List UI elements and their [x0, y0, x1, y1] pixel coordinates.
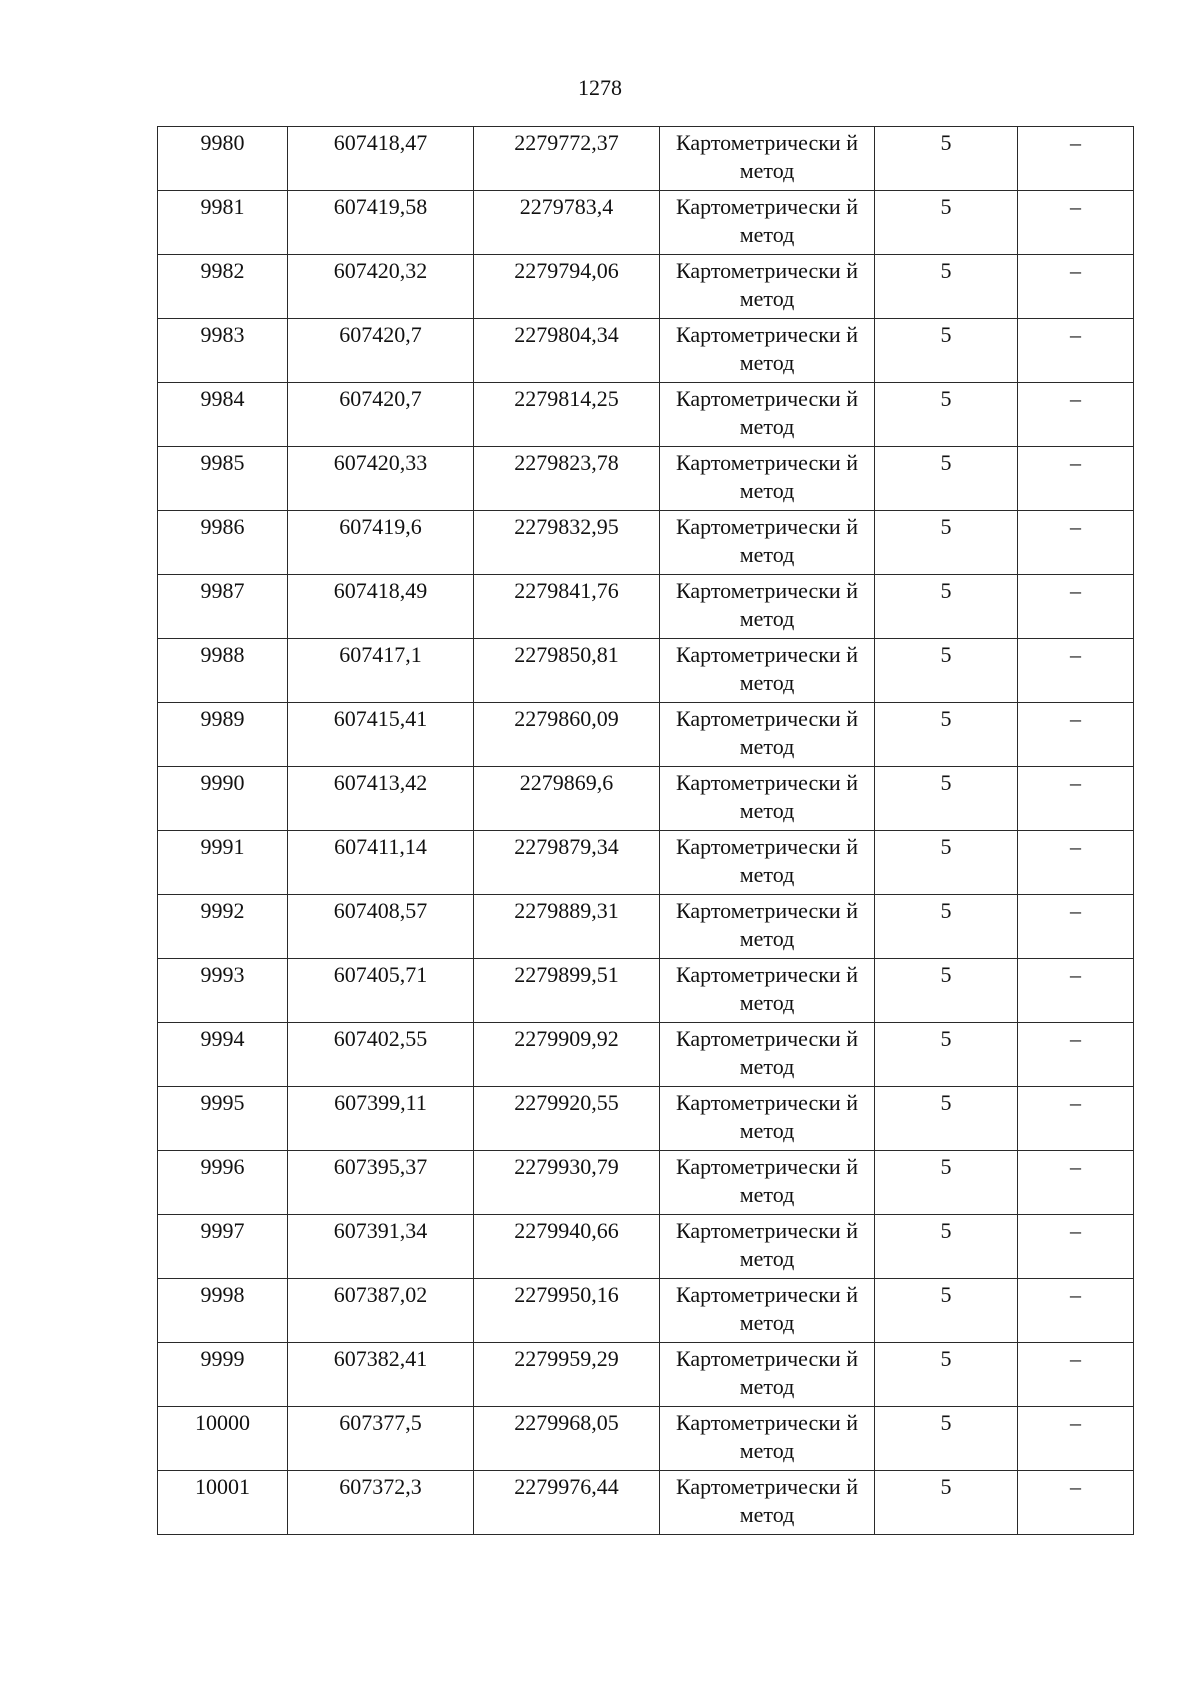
note-cell: [1018, 255, 1134, 319]
coordinate-x-cell-text: 607417,1: [339, 642, 422, 667]
note-cell-text: –: [1070, 962, 1081, 987]
note-cell: [1018, 319, 1134, 383]
coordinate-y-cell: [474, 895, 660, 959]
method-cell-text: Картометрически й метод: [676, 834, 858, 887]
point-number-cell-text: 9983: [200, 322, 245, 347]
method-cell-text: Картометрически й метод: [676, 706, 858, 759]
accuracy-cell-text: 5: [940, 706, 952, 731]
point-number-cell: [158, 831, 288, 895]
accuracy-cell-text: 5: [940, 450, 952, 475]
table-row: [158, 639, 1134, 703]
method-cell-text: Картометрически й метод: [676, 898, 858, 951]
coordinate-y-cell: [474, 1151, 660, 1215]
point-number-cell: [158, 1343, 288, 1407]
method-cell: [660, 1215, 875, 1279]
coordinate-x-cell: [288, 959, 474, 1023]
point-number-cell: [158, 1151, 288, 1215]
coordinate-y-cell: [474, 511, 660, 575]
point-number-cell-text: 9999: [200, 1346, 245, 1371]
coordinate-y-cell: [474, 191, 660, 255]
note-cell-text: –: [1070, 514, 1081, 539]
coordinate-y-cell: [474, 959, 660, 1023]
method-cell-text: Картометрически й метод: [676, 450, 858, 503]
note-cell-text: –: [1070, 1090, 1081, 1115]
coordinates-table: [157, 126, 1134, 1535]
accuracy-cell: [875, 319, 1018, 383]
point-number-cell-text: 9982: [200, 258, 245, 283]
method-cell: [660, 1471, 875, 1535]
accuracy-cell-text: 5: [940, 194, 952, 219]
method-cell-text: Картометрически й метод: [676, 514, 858, 567]
coordinate-x-cell: [288, 1215, 474, 1279]
coordinate-x-cell: [288, 1343, 474, 1407]
method-cell: [660, 1343, 875, 1407]
coordinate-y-cell-text: 2279814,25: [514, 386, 619, 411]
accuracy-cell-text: 5: [940, 1474, 952, 1499]
method-cell: [660, 1023, 875, 1087]
table-row: [158, 703, 1134, 767]
accuracy-cell: [875, 1279, 1018, 1343]
table-row: [158, 959, 1134, 1023]
coordinate-y-cell-text: 2279959,29: [514, 1346, 619, 1371]
coordinate-y-cell: [474, 639, 660, 703]
point-number-cell-text: 9996: [200, 1154, 245, 1179]
table-row: [158, 1343, 1134, 1407]
accuracy-cell-text: 5: [940, 386, 952, 411]
point-number-cell-text: 9988: [200, 642, 245, 667]
coordinate-y-cell-text: 2279869,6: [519, 770, 614, 795]
coordinate-y-cell-text: 2279832,95: [514, 514, 619, 539]
coordinate-x-cell: [288, 575, 474, 639]
coordinate-x-cell: [288, 1471, 474, 1535]
method-cell: [660, 191, 875, 255]
accuracy-cell: [875, 383, 1018, 447]
table-row: [158, 1279, 1134, 1343]
note-cell: [1018, 191, 1134, 255]
note-cell: [1018, 1343, 1134, 1407]
coordinate-x-cell-text: 607419,58: [333, 194, 428, 219]
coordinate-y-cell: [474, 831, 660, 895]
coordinate-y-cell: [474, 447, 660, 511]
table-row: [158, 319, 1134, 383]
method-cell-text: Картометрически й метод: [676, 1026, 858, 1079]
method-cell: [660, 639, 875, 703]
coordinate-y-cell: [474, 575, 660, 639]
note-cell-text: –: [1070, 1474, 1081, 1499]
coordinate-x-cell: [288, 1023, 474, 1087]
method-cell-text: Картометрически й метод: [676, 578, 858, 631]
coordinate-x-cell-text: 607420,32: [333, 258, 428, 283]
method-cell: [660, 831, 875, 895]
coordinate-y-cell-text: 2279950,16: [514, 1282, 619, 1307]
coordinate-y-cell: [474, 1279, 660, 1343]
accuracy-cell: [875, 127, 1018, 191]
coordinate-y-cell: [474, 383, 660, 447]
coordinate-y-cell-text: 2279772,37: [514, 130, 619, 155]
point-number-cell: [158, 575, 288, 639]
coordinate-x-cell: [288, 1151, 474, 1215]
table-row: [158, 511, 1134, 575]
table-row: [158, 1471, 1134, 1535]
point-number-cell: [158, 319, 288, 383]
point-number-cell-text: 10000: [195, 1410, 250, 1435]
accuracy-cell: [875, 447, 1018, 511]
coordinate-y-cell-text: 2279823,78: [514, 450, 619, 475]
coordinate-x-cell-text: 607413,42: [333, 770, 428, 795]
note-cell: [1018, 703, 1134, 767]
point-number-cell-text: 9980: [200, 130, 245, 155]
accuracy-cell: [875, 511, 1018, 575]
point-number-cell: [158, 447, 288, 511]
method-cell: [660, 703, 875, 767]
page-number: 1278: [578, 75, 622, 100]
coordinate-x-cell-text: 607377,5: [339, 1410, 422, 1435]
note-cell: [1018, 1407, 1134, 1471]
point-number-cell: [158, 255, 288, 319]
table-row: [158, 1023, 1134, 1087]
method-cell: [660, 767, 875, 831]
note-cell-text: –: [1070, 1026, 1081, 1051]
table-row: [158, 1215, 1134, 1279]
method-cell: [660, 959, 875, 1023]
accuracy-cell: [875, 575, 1018, 639]
point-number-cell: [158, 1215, 288, 1279]
accuracy-cell-text: 5: [940, 1218, 952, 1243]
method-cell-text: Картометрически й метод: [676, 386, 858, 439]
coordinate-x-cell-text: 607399,11: [334, 1090, 427, 1115]
coordinate-x-cell-text: 607420,33: [333, 450, 428, 475]
coordinate-x-cell: [288, 191, 474, 255]
accuracy-cell: [875, 1215, 1018, 1279]
table-row: [158, 127, 1134, 191]
accuracy-cell-text: 5: [940, 1090, 952, 1115]
coordinate-x-cell-text: 607372,3: [339, 1474, 422, 1499]
point-number-cell-text: 9984: [200, 386, 245, 411]
point-number-cell: [158, 1407, 288, 1471]
note-cell-text: –: [1070, 578, 1081, 603]
table-row: [158, 1087, 1134, 1151]
accuracy-cell-text: 5: [940, 130, 952, 155]
accuracy-cell: [875, 255, 1018, 319]
method-cell: [660, 1087, 875, 1151]
accuracy-cell-text: 5: [940, 770, 952, 795]
note-cell-text: –: [1070, 642, 1081, 667]
method-cell: [660, 575, 875, 639]
coordinate-x-cell: [288, 703, 474, 767]
method-cell-text: Картометрически й метод: [676, 1282, 858, 1335]
coordinate-x-cell: [288, 511, 474, 575]
coordinate-y-cell-text: 2279976,44: [514, 1474, 619, 1499]
note-cell-text: –: [1070, 258, 1081, 283]
point-number-cell-text: 9989: [200, 706, 245, 731]
accuracy-cell: [875, 1023, 1018, 1087]
accuracy-cell-text: 5: [940, 578, 952, 603]
point-number-cell-text: 9987: [200, 578, 245, 603]
coordinate-y-cell: [474, 127, 660, 191]
coordinate-x-cell: [288, 1279, 474, 1343]
point-number-cell: [158, 127, 288, 191]
point-number-cell-text: 9995: [200, 1090, 245, 1115]
coordinate-x-cell: [288, 767, 474, 831]
coordinate-y-cell-text: 2279920,55: [514, 1090, 619, 1115]
coordinate-x-cell-text: 607382,41: [333, 1346, 428, 1371]
note-cell-text: –: [1070, 706, 1081, 731]
accuracy-cell-text: 5: [940, 1410, 952, 1435]
point-number-cell-text: 9981: [200, 194, 245, 219]
point-number-cell-text: 9986: [200, 514, 245, 539]
method-cell-text: Картометрически й метод: [676, 130, 858, 183]
accuracy-cell: [875, 1151, 1018, 1215]
method-cell: [660, 319, 875, 383]
note-cell-text: –: [1070, 1410, 1081, 1435]
note-cell: [1018, 959, 1134, 1023]
table-row: [158, 767, 1134, 831]
method-cell: [660, 1279, 875, 1343]
coordinate-x-cell: [288, 831, 474, 895]
note-cell-text: –: [1070, 450, 1081, 475]
point-number-cell: [158, 511, 288, 575]
point-number-cell: [158, 959, 288, 1023]
coordinate-x-cell-text: 607408,57: [333, 898, 428, 923]
point-number-cell: [158, 1279, 288, 1343]
accuracy-cell: [875, 895, 1018, 959]
accuracy-cell-text: 5: [940, 834, 952, 859]
method-cell: [660, 1407, 875, 1471]
note-cell: [1018, 831, 1134, 895]
coordinates-table-body: [158, 127, 1134, 1535]
note-cell-text: –: [1070, 898, 1081, 923]
point-number-cell-text: 10001: [195, 1474, 250, 1499]
point-number-cell: [158, 639, 288, 703]
coordinate-y-cell: [474, 319, 660, 383]
point-number-cell: [158, 1023, 288, 1087]
method-cell: [660, 1151, 875, 1215]
coordinate-x-cell-text: 607402,55: [333, 1026, 428, 1051]
coordinate-x-cell-text: 607411,14: [334, 834, 427, 859]
note-cell: [1018, 1023, 1134, 1087]
accuracy-cell-text: 5: [940, 642, 952, 667]
table-row: [158, 383, 1134, 447]
coordinate-x-cell: [288, 127, 474, 191]
table-row: [158, 1151, 1134, 1215]
coordinate-x-cell: [288, 255, 474, 319]
coordinate-x-cell: [288, 639, 474, 703]
coordinate-y-cell-text: 2279841,76: [514, 578, 619, 603]
method-cell-text: Картометрически й метод: [676, 258, 858, 311]
coordinate-y-cell: [474, 1023, 660, 1087]
note-cell: [1018, 127, 1134, 191]
table-row: [158, 255, 1134, 319]
note-cell-text: –: [1070, 1282, 1081, 1307]
coordinate-y-cell-text: 2279968,05: [514, 1410, 619, 1435]
coordinate-y-cell: [474, 767, 660, 831]
note-cell-text: –: [1070, 1218, 1081, 1243]
method-cell-text: Картометрически й метод: [676, 642, 858, 695]
accuracy-cell: [875, 703, 1018, 767]
accuracy-cell-text: 5: [940, 1282, 952, 1307]
note-cell: [1018, 767, 1134, 831]
table-row: [158, 191, 1134, 255]
point-number-cell-text: 9985: [200, 450, 245, 475]
note-cell: [1018, 1151, 1134, 1215]
coordinate-x-cell-text: 607418,49: [333, 578, 428, 603]
accuracy-cell: [875, 1407, 1018, 1471]
point-number-cell: [158, 1087, 288, 1151]
coordinate-x-cell-text: 607415,41: [333, 706, 428, 731]
accuracy-cell-text: 5: [940, 1154, 952, 1179]
method-cell: [660, 511, 875, 575]
method-cell-text: Картометрически й метод: [676, 1410, 858, 1463]
note-cell-text: –: [1070, 834, 1081, 859]
coordinate-x-cell-text: 607418,47: [333, 130, 428, 155]
note-cell-text: –: [1070, 1346, 1081, 1371]
coordinate-x-cell: [288, 447, 474, 511]
point-number-cell-text: 9997: [200, 1218, 245, 1243]
coordinate-y-cell: [474, 1343, 660, 1407]
coordinate-y-cell: [474, 703, 660, 767]
coordinate-y-cell-text: 2279940,66: [514, 1218, 619, 1243]
note-cell: [1018, 895, 1134, 959]
coordinate-y-cell: [474, 1215, 660, 1279]
coordinate-y-cell: [474, 1471, 660, 1535]
point-number-cell: [158, 383, 288, 447]
coordinate-x-cell: [288, 383, 474, 447]
coordinate-y-cell-text: 2279879,34: [514, 834, 619, 859]
point-number-cell-text: 9992: [200, 898, 245, 923]
note-cell: [1018, 639, 1134, 703]
coordinate-x-cell-text: 607420,7: [339, 386, 422, 411]
coordinate-x-cell-text: 607395,37: [333, 1154, 428, 1179]
method-cell: [660, 127, 875, 191]
table-row: [158, 895, 1134, 959]
point-number-cell-text: 9993: [200, 962, 245, 987]
coordinate-y-cell: [474, 1407, 660, 1471]
accuracy-cell-text: 5: [940, 322, 952, 347]
coordinate-x-cell: [288, 1087, 474, 1151]
note-cell: [1018, 383, 1134, 447]
coordinate-x-cell: [288, 895, 474, 959]
coordinate-y-cell-text: 2279889,31: [514, 898, 619, 923]
coordinate-y-cell: [474, 1087, 660, 1151]
point-number-cell-text: 9994: [200, 1026, 245, 1051]
accuracy-cell-text: 5: [940, 258, 952, 283]
note-cell: [1018, 511, 1134, 575]
coordinate-x-cell-text: 607419,6: [339, 514, 422, 539]
coordinate-y-cell-text: 2279850,81: [514, 642, 619, 667]
coordinate-y-cell-text: 2279930,79: [514, 1154, 619, 1179]
method-cell: [660, 895, 875, 959]
coordinate-x-cell-text: 607405,71: [333, 962, 428, 987]
coordinate-x-cell: [288, 1407, 474, 1471]
note-cell: [1018, 575, 1134, 639]
accuracy-cell-text: 5: [940, 1026, 952, 1051]
note-cell-text: –: [1070, 386, 1081, 411]
table-row: [158, 447, 1134, 511]
method-cell-text: Картометрически й метод: [676, 1154, 858, 1207]
table-row: [158, 831, 1134, 895]
coordinate-x-cell-text: 607420,7: [339, 322, 422, 347]
accuracy-cell: [875, 1343, 1018, 1407]
accuracy-cell-text: 5: [940, 1346, 952, 1371]
point-number-cell-text: 9990: [200, 770, 245, 795]
point-number-cell: [158, 1471, 288, 1535]
coordinate-x-cell: [288, 319, 474, 383]
method-cell-text: Картометрически й метод: [676, 194, 858, 247]
point-number-cell-text: 9991: [200, 834, 245, 859]
method-cell-text: Картометрически й метод: [676, 1474, 858, 1527]
method-cell-text: Картометрически й метод: [676, 1090, 858, 1143]
note-cell-text: –: [1070, 130, 1081, 155]
point-number-cell: [158, 767, 288, 831]
accuracy-cell: [875, 1087, 1018, 1151]
accuracy-cell: [875, 191, 1018, 255]
method-cell-text: Картометрически й метод: [676, 322, 858, 375]
method-cell-text: Картометрически й метод: [676, 1218, 858, 1271]
coordinate-y-cell-text: 2279909,92: [514, 1026, 619, 1051]
accuracy-cell: [875, 639, 1018, 703]
accuracy-cell: [875, 1471, 1018, 1535]
accuracy-cell-text: 5: [940, 514, 952, 539]
method-cell: [660, 447, 875, 511]
method-cell-text: Картометрически й метод: [676, 770, 858, 823]
accuracy-cell: [875, 959, 1018, 1023]
point-number-cell: [158, 703, 288, 767]
note-cell: [1018, 447, 1134, 511]
point-number-cell-text: 9998: [200, 1282, 245, 1307]
coordinate-x-cell-text: 607391,34: [333, 1218, 428, 1243]
point-number-cell: [158, 191, 288, 255]
coordinate-y-cell-text: 2279783,4: [519, 194, 614, 219]
note-cell-text: –: [1070, 194, 1081, 219]
accuracy-cell-text: 5: [940, 962, 952, 987]
accuracy-cell: [875, 831, 1018, 895]
method-cell-text: Картометрически й метод: [676, 1346, 858, 1399]
method-cell-text: Картометрически й метод: [676, 962, 858, 1015]
method-cell: [660, 255, 875, 319]
coordinate-y-cell-text: 2279860,09: [514, 706, 619, 731]
accuracy-cell-text: 5: [940, 898, 952, 923]
table-row: [158, 575, 1134, 639]
note-cell-text: –: [1070, 1154, 1081, 1179]
coordinate-y-cell-text: 2279794,06: [514, 258, 619, 283]
note-cell-text: –: [1070, 770, 1081, 795]
accuracy-cell: [875, 767, 1018, 831]
note-cell: [1018, 1087, 1134, 1151]
point-number-cell: [158, 895, 288, 959]
note-cell: [1018, 1279, 1134, 1343]
note-cell-text: –: [1070, 322, 1081, 347]
table-row: [158, 1407, 1134, 1471]
coordinate-y-cell-text: 2279899,51: [514, 962, 619, 987]
coordinate-y-cell-text: 2279804,34: [514, 322, 619, 347]
note-cell: [1018, 1471, 1134, 1535]
coordinate-y-cell: [474, 255, 660, 319]
note-cell: [1018, 1215, 1134, 1279]
coordinate-x-cell-text: 607387,02: [333, 1282, 428, 1307]
method-cell: [660, 383, 875, 447]
